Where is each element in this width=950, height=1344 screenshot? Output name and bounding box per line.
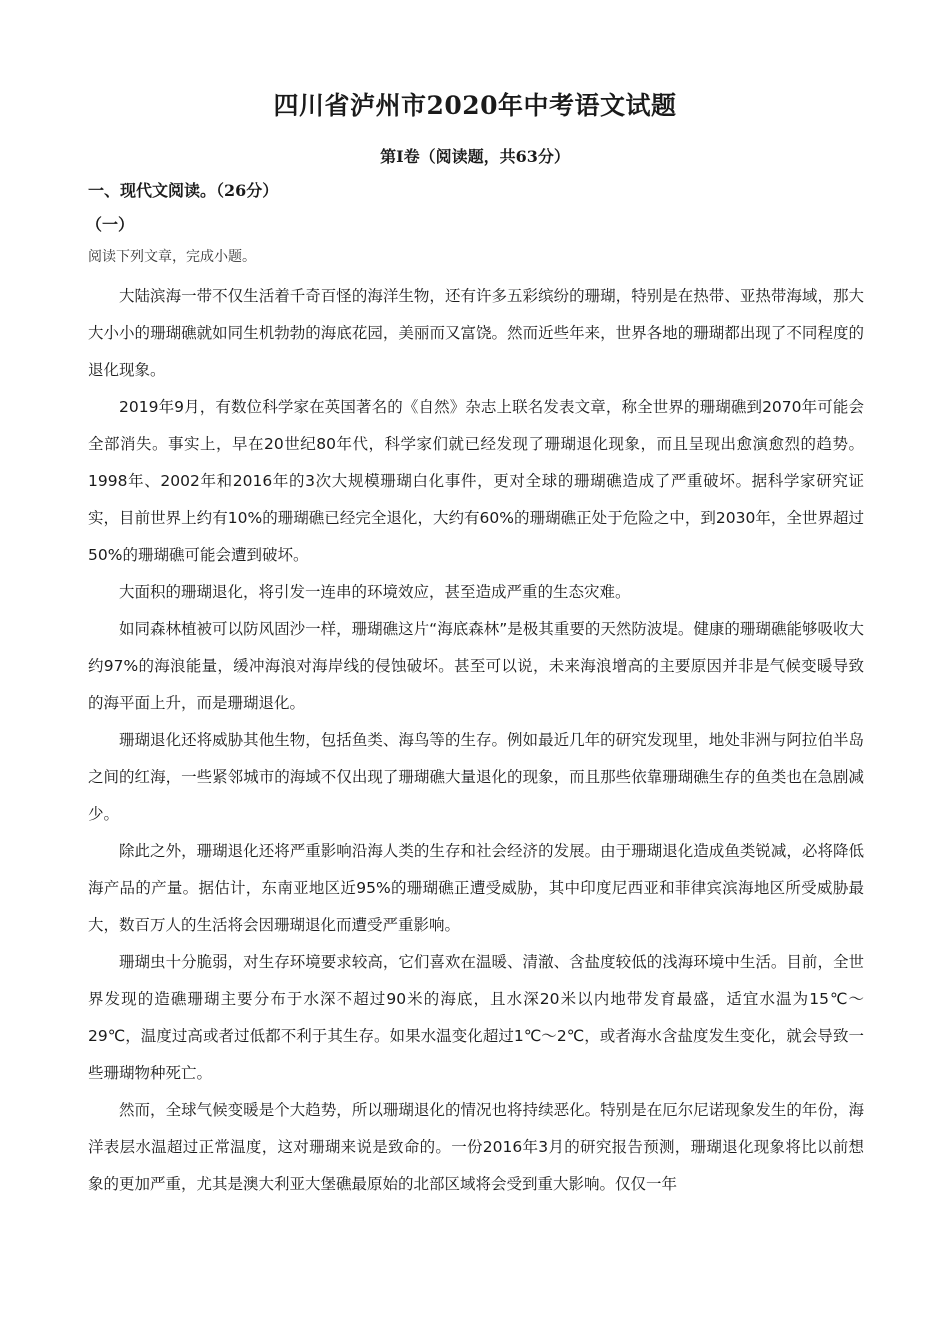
article-body: [88, 278, 864, 1203]
paragraph: 珊瑚虫十分脆弱，对生存环境要求较高，它们喜欢在温暖、清澈、含盐度较低的浅海环境中生活。目前，全世界发现的造礁珊瑚主要分布于水深不超过90米的海底，且水深20米以内地带发育最盛，适宜水温为15℃～29℃，温度过高或者过低都不利于其生存。如果水温变化超过1℃～2℃，或者海水含盐度发生变化，就会导致一些珊瑚物种死亡。: [88, 953, 864, 1082]
paragraph: 除此之外，珊瑚退化还将严重影响沿海人类的生存和社会经济的发展。由于珊瑚退化造成鱼类锐减，必将降低海产品的产量。据估计，东南亚地区近95%的珊瑚礁正遭受威胁，其中印度尼西亚和菲律宾滨海地区所受威胁最大，数百万人的生活将会因珊瑚退化而遭受严重影响。: [88, 842, 864, 934]
section-heading: 一、现代文阅读。（26分）: [88, 181, 279, 200]
volume-subtitle: 第Ⅰ卷（阅读题，共63分）: [380, 147, 570, 166]
paragraph: 2019年9月，有数位科学家在英国著名的《自然》杂志上联名发表文章，称全世界的珊瑚礁到2070年可能会全部消失。事实上，早在20世纪80年代，科学家们就已经发现了珊瑚退化现象，而且呈现出愈演愈烈的趋势。1998年、2002年和2016年的3次大规模珊瑚白化事件，更对全球的珊瑚礁造成了严重破坏。据科学家研究证实，目前世界上约有10%的珊瑚礁已经完全退化，大约有60%的珊瑚礁正处于危险之中，到2030年，全世界超过50%的珊瑚礁可能会遭到破坏。: [88, 398, 864, 564]
paragraph: 大面积的珊瑚退化，将引发一连串的环境效应，甚至造成严重的生态灾难。: [119, 583, 631, 601]
paragraph: 珊瑚退化还将威胁其他生物，包括鱼类、海鸟等的生存。例如最近几年的研究发现里，地处非洲与阿拉伯半岛之间的红海，一些紧邻城市的海域不仅出现了珊瑚礁大量退化的现象，而且那些依靠珊瑚礁生存的鱼类也在急剧减少。: [88, 731, 864, 823]
paragraph: 然而，全球气候变暖是个大趋势，所以珊瑚退化的情况也将持续恶化。特别是在厄尔尼诺现象发生的年份，海洋表层水温超过正常温度，这对珊瑚来说是致命的。一份2016年3月的研究报告预测，珊瑚退化现象将比以前想象的更加严重，尤其是澳大利亚大堡礁最原始的北部区域将会受到重大影响。仅仅一年: [88, 1101, 864, 1193]
paragraph: 大陆滨海一带不仅生活着千奇百怪的海洋生物，还有许多五彩缤纷的珊瑚，特别是在热带、亚热带海域，那大大小小的珊瑚礁就如同生机勃勃的海底花园，美丽而又富饶。然而近些年来，世界各地的珊瑚都出现了不同程度的退化现象。: [88, 287, 864, 379]
document-title: 四川省泸州市2020年中考语文试题: [273, 91, 677, 120]
paragraph: 如同森林植被可以防风固沙一样，珊瑚礁这片“海底森林”是极其重要的天然防波堤。健康的珊瑚礁能够吸收大约97%的海浪能量，缓冲海浪对海岸线的侵蚀破坏。甚至可以说，未来海浪增高的主要原因并非是气候变暖导致的海平面上升，而是珊瑚退化。: [88, 620, 864, 712]
reading-instruction: 阅读下列文章，完成小题。: [88, 249, 256, 265]
part-heading: （一）: [86, 215, 135, 234]
